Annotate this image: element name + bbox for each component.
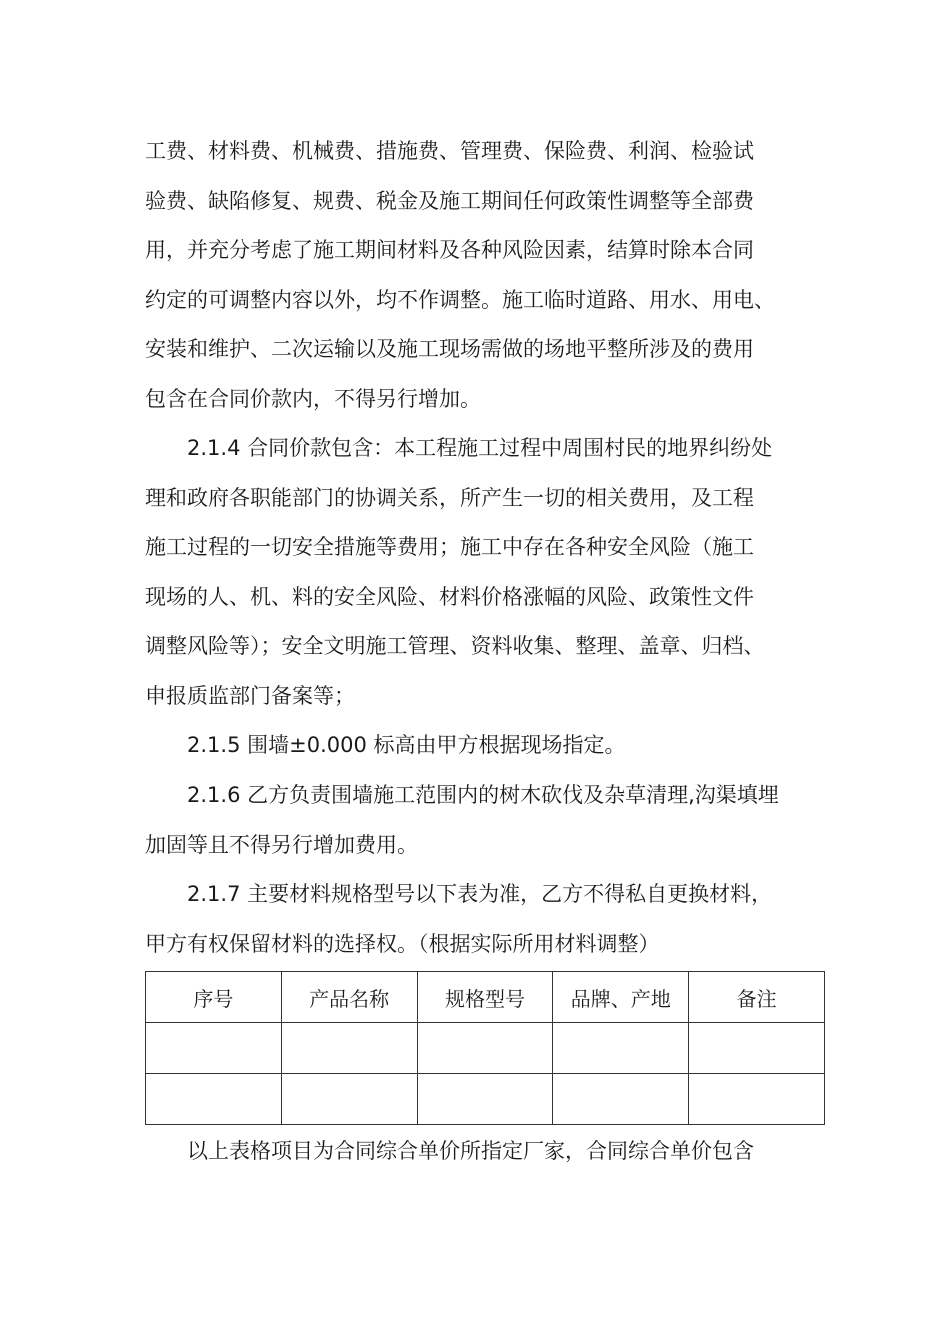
header-serial-number: 序号: [146, 972, 282, 1023]
text-line: 调整风险等）；安全文明施工管理、资料收集、整理、盖章、归档、: [145, 634, 765, 658]
paragraph-cost-inclusion: [145, 127, 830, 424]
table-row: [146, 1023, 825, 1074]
paragraph-2-1-7: [145, 870, 830, 969]
table-cell: [553, 1074, 689, 1125]
table-cell: [417, 1023, 553, 1074]
header-specification: 规格型号: [417, 972, 553, 1023]
table-header-row: [146, 972, 825, 1023]
table-cell: [689, 1023, 825, 1074]
text-line: 施工过程的一切安全措施等费用；施工中存在各种安全风险（施工: [145, 535, 754, 559]
table-cell: [281, 1023, 417, 1074]
text-line: 2.1.5 围墙±0.000 标高由甲方根据现场指定。: [187, 733, 626, 757]
materials-table: [145, 971, 825, 1125]
table-cell: [417, 1074, 553, 1125]
text-line: 甲方有权保留材料的选择权。（根据实际所用材料调整）: [145, 931, 660, 956]
header-product-name: 产品名称: [281, 972, 417, 1023]
paragraph-2-1-6: [145, 771, 830, 870]
text-line: 验费、缺陷修复、规费、税金及施工期间任何政策性调整等全部费: [145, 188, 754, 213]
paragraph-2-1-5: [145, 721, 830, 771]
paragraph-table-note: [145, 1127, 830, 1177]
text-line: 现场的人、机、料的安全风险、材料价格涨幅的风险、政策性文件: [145, 584, 754, 609]
text-line: 理和政府各职能部门的协调关系，所产生一切的相关费用，及工程: [145, 485, 754, 510]
text-line: 用，并充分考虑了施工期间材料及各种风险因素，结算时除本合同: [145, 238, 754, 262]
table-cell: [689, 1074, 825, 1125]
table-cell: [281, 1074, 417, 1125]
text-line: 加固等且不得另行增加费用。: [145, 832, 418, 857]
table-cell: [146, 1023, 282, 1074]
paragraph-2-1-4: [145, 424, 830, 721]
text-line: 安装和维护、二次运输以及施工现场需做的场地平整所涉及的费用: [145, 337, 754, 361]
table-cell: [146, 1074, 282, 1125]
table-row: [146, 1074, 825, 1125]
text-line: 2.1.4 合同价款包含：本工程施工过程中周围村民的地界纠纷处: [187, 436, 773, 460]
header-brand-origin: 品牌、产地: [553, 972, 689, 1023]
text-line: 工费、材料费、机械费、措施费、管理费、保险费、利润、检验试: [145, 139, 754, 163]
text-line: 2.1.7 主要材料规格型号以下表为准，乙方不得私自更换材料，: [187, 882, 773, 906]
header-remarks: 备注: [689, 972, 825, 1023]
text-line: 申报质监部门备案等；: [145, 683, 355, 708]
text-line: 以上表格项目为合同综合单价所指定厂家，合同综合单价包含: [187, 1139, 754, 1163]
table-cell: [553, 1023, 689, 1074]
text-line: 约定的可调整内容以外，均不作调整。施工临时道路、用水、用电、: [145, 287, 775, 312]
text-line: 2.1.6 乙方负责围墙施工范围内的树木砍伐及杂草清理,沟渠填埋: [187, 783, 779, 807]
text-line: 包含在合同价款内，不得另行增加。: [145, 386, 481, 411]
